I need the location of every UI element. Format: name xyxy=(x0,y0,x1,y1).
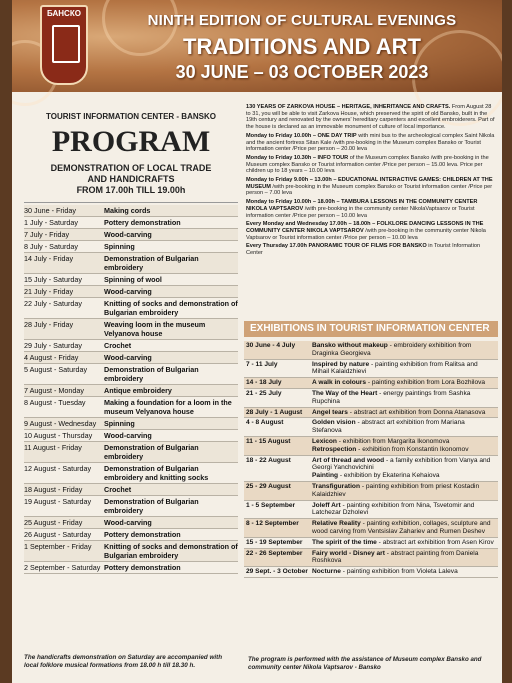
schedule-row xyxy=(24,562,238,574)
exhibition-row xyxy=(244,455,498,481)
poster xyxy=(12,0,502,683)
exhibition-author: - exhibition by Ekaterina Kehaiova xyxy=(338,472,440,480)
schedule-row xyxy=(24,517,238,529)
schedule-row xyxy=(24,352,238,364)
exhibition-name: The Way of the Heart xyxy=(312,389,378,397)
exhibition-row xyxy=(244,519,498,538)
schedule-date: 5 August - Saturday xyxy=(24,364,104,385)
schedule-activity: Pottery demonstration xyxy=(104,529,238,541)
schedule-activity: Wood-carving xyxy=(104,229,238,241)
schedule-date: 9 August - Wednesday xyxy=(24,418,104,430)
info-paragraph: Monday to Friday 9.00h – 13.00h – EDUCATIONAL INTERACTIVE GAMES: CHILDREN AT THE MUSEUM /with pre-booking in the Museum complex Bansko or Tourist information center /Price per person – 7.00 leva xyxy=(246,177,493,197)
exhibition-details xyxy=(310,378,498,389)
exhibition-author: - abstract art exhibition from Donna Atanasova xyxy=(347,408,486,416)
schedule-date: 22 July - Saturday xyxy=(24,298,104,319)
schedule-activity: Demonstration of Bulgarian embroidery xyxy=(104,442,238,463)
exhibition-author: - painting exhibition from Lora Bozhilova xyxy=(365,379,486,387)
exhibitions-heading: EXHIBITIONS IN TOURIST INFORMATION CENTER xyxy=(244,321,498,337)
schedule-date: 28 July - Friday xyxy=(24,319,104,340)
schedule-date: 19 August - Saturday xyxy=(24,496,104,517)
schedule-date: 2 September - Saturday xyxy=(24,562,104,574)
exhibition-author: - energy paintings from Sashka Rupchina xyxy=(312,389,471,405)
exhibition-name: Inspired by nature xyxy=(312,360,370,368)
exhibition-details xyxy=(310,418,498,437)
schedule-date: 1 September - Friday xyxy=(24,541,104,562)
schedule-row xyxy=(24,529,238,541)
exhibition-details xyxy=(310,548,498,567)
exhibition-name: Lexicon xyxy=(312,437,337,445)
exhibitions-note: The program is performed with the assistance of Museum complex Bansko and community center Nikola Vaptsarov - Bansko xyxy=(248,656,482,671)
info-paragraph: 130 YEARS OF ZARKOVA HOUSE – HERITAGE, INHERITANCE AND CRAFTS. From August 28 to 31, you will be able to visit Zarkova House, which preserved the spirit of old Bansko, built in the 19th century and renovated by the owners' hereditary carpenters and excellent embroiderers. Part of the house is declared as an immovable monument of culture of local importance. xyxy=(246,104,495,131)
schedule-row xyxy=(24,430,238,442)
schedule-date: 1 July - Saturday xyxy=(24,217,104,229)
exhibition-name: Fairy world - Disney art xyxy=(312,549,385,557)
exhibition-date: 1 - 5 September xyxy=(244,500,310,519)
schedule-date: 10 August - Thursday xyxy=(24,430,104,442)
info-paragraph: Every Monday and Wednesday 17.00h – 18.00h – FOLKLORE DANCING LESSONS IN THE COMMUNITY CENTER NIKOLA VAPTSAROV /with pre-booking in the community center Nikola Vaptsarov or Tourist information center /Price per person – 10.00 leva xyxy=(246,221,486,241)
schedule-activity: Pottery demonstration xyxy=(104,217,238,229)
schedule-date: 15 July - Saturday xyxy=(24,274,104,286)
exhibition-row xyxy=(244,407,498,418)
schedule-row xyxy=(24,274,238,286)
info-column xyxy=(246,104,496,259)
exhibition-row xyxy=(244,378,498,389)
exhibition-name: Transfiguration xyxy=(312,482,360,490)
schedule-row xyxy=(24,397,238,418)
exhibition-row xyxy=(244,567,498,578)
header-banner xyxy=(12,0,502,92)
exhibition-date: 29 Sept. - 3 October xyxy=(244,567,310,578)
exhibition-details xyxy=(310,436,498,455)
exhibition-row xyxy=(244,481,498,500)
schedule-row xyxy=(24,319,238,340)
exhibition-name: A walk in colours xyxy=(312,379,366,387)
exhibition-author: - painting exhibition from Nina, Tsvetomir and Latchezar Dzholevi xyxy=(312,501,475,517)
schedule-row xyxy=(24,217,238,229)
info-center-name: TOURIST INFORMATION CENTER - BANSKO xyxy=(46,112,216,121)
exhibition-row xyxy=(244,418,498,437)
exhibition-name: Art of thread and wood xyxy=(312,456,385,464)
exhibition-author: - exhibition from Konstantin Ikonomov xyxy=(356,445,469,453)
exhibition-name: Nocturne xyxy=(312,568,341,576)
exhibition-date: 21 - 25 July xyxy=(244,388,310,407)
program-column xyxy=(24,102,238,574)
schedule-date: 7 July - Friday xyxy=(24,229,104,241)
exhibition-author: - embroidery exhibition from Draginka Georgieva xyxy=(312,342,472,357)
schedule-row xyxy=(24,286,238,298)
schedule-activity: Pottery demonstration xyxy=(104,562,238,574)
crest-name: БАНСКО xyxy=(47,9,81,18)
exhibition-date: 15 - 19 September xyxy=(244,537,310,548)
exhibition-date: 7 - 11 July xyxy=(244,359,310,378)
schedule-date: 14 July - Friday xyxy=(24,253,104,274)
schedule-date: 26 August - Saturday xyxy=(24,529,104,541)
exhibition-date: 22 - 26 September xyxy=(244,548,310,567)
schedule-activity: Spinning of wool xyxy=(104,274,238,286)
exhibition-date: 28 July - 1 August xyxy=(244,407,310,418)
schedule-activity: Demonstration of Bulgarian embroidery xyxy=(104,496,238,517)
schedule-date: 8 July - Saturday xyxy=(24,241,104,253)
exhibition-details xyxy=(310,519,498,538)
schedule-row xyxy=(24,418,238,430)
schedule-activity: Crochet xyxy=(104,484,238,496)
schedule-activity: Antique embroidery xyxy=(104,385,238,397)
schedule-date: 11 August - Friday xyxy=(24,442,104,463)
info-paragraph: Monday to Friday 10.00h – ONE DAY TRIP with mini bus to the archeological complex Saint Nikola and the ancient fortress Sitan Kale /with pre-booking in the Museum complex Bansko or Tourist information center /Price per person – 20.00 leva xyxy=(246,132,495,153)
schedule-row xyxy=(24,298,238,319)
exhibition-details xyxy=(310,359,498,378)
schedule-activity: Spinning xyxy=(104,241,238,253)
schedule-activity: Knitting of socks and demonstration of Bulgarian embroidery xyxy=(104,542,238,560)
exhibition-author: - abstract art exhibition from Mariana Stefanova xyxy=(312,419,465,435)
program-schedule xyxy=(24,205,238,574)
schedule-row xyxy=(24,253,238,274)
exhibition-details xyxy=(310,341,498,359)
event-title: TRADITIONS AND ART xyxy=(183,34,421,59)
exhibition-details xyxy=(310,407,498,418)
exhibition-date: 30 June - 4 July xyxy=(244,341,310,359)
schedule-activity: Knitting of socks and demonstration of Bulgarian embroidery xyxy=(104,299,238,317)
exhibition-details xyxy=(310,500,498,519)
schedule-activity: Making a foundation for a loom in the museum Velyanova house xyxy=(104,397,238,418)
schedule-date: 12 August - Saturday xyxy=(24,463,104,484)
event-dates: 30 JUNE – 03 OCTOBER 2023 xyxy=(175,62,429,82)
exhibition-row xyxy=(244,537,498,548)
schedule-activity: Weaving loom in the museum Velyanova house xyxy=(104,319,238,340)
schedule-activity: Wood-carving xyxy=(104,352,238,364)
exhibition-details xyxy=(310,481,498,500)
exhibition-details xyxy=(310,567,498,578)
exhibition-row xyxy=(244,341,498,359)
schedule-date: 25 August - Friday xyxy=(24,517,104,529)
exhibition-name: Painting xyxy=(312,472,339,480)
exhibition-row xyxy=(244,388,498,407)
schedule-date: 21 July - Friday xyxy=(24,286,104,298)
exhibition-author: - exhibition from Margarita Ikonomova xyxy=(336,437,450,445)
exhibition-details xyxy=(310,388,498,407)
exhibition-row xyxy=(244,548,498,567)
schedule-date: 29 July - Saturday xyxy=(24,340,104,352)
schedule-activity: Spinning xyxy=(104,418,238,430)
exhibition-author: - abstract painting from Daniela Roshkova xyxy=(312,549,479,565)
exhibition-date: 11 - 15 August xyxy=(244,436,310,455)
schedule-activity: Wood-carving xyxy=(104,286,238,298)
schedule-date: 18 August - Friday xyxy=(24,484,104,496)
exhibition-author: - painting exhibition from Violeta Laleva xyxy=(340,568,458,576)
schedule-activity: Demonstration of Bulgarian embroidery and knitting socks xyxy=(104,463,238,484)
schedule-row xyxy=(24,241,238,253)
schedule-activity: Wood-carving xyxy=(104,517,238,529)
program-heading: PROGRAM xyxy=(51,125,211,158)
exhibition-name: Joleff Art xyxy=(312,501,341,509)
schedule-activity: Demonstration of Bulgarian embroidery xyxy=(104,364,238,385)
schedule-row xyxy=(24,496,238,517)
demo-subtitle: DEMONSTRATION OF LOCAL TRADE AND HANDICRAFTS FROM 17.00h TILL 19.00h xyxy=(50,163,212,195)
schedule-row xyxy=(24,340,238,352)
exhibition-name: Angel tears xyxy=(312,408,348,416)
exhibition-author: - painting exhibition, collages, sculpture and wood carving from Ventsislav Zahariev and Rumen Deshev xyxy=(312,520,491,535)
bansko-crest-icon xyxy=(40,5,88,85)
exhibition-row xyxy=(244,436,498,455)
exhibition-row xyxy=(244,500,498,519)
schedule-date: 7 August - Monday xyxy=(24,385,104,397)
exhibition-name: Golden vision xyxy=(312,419,356,427)
exhibition-date: 8 - 12 September xyxy=(244,519,310,538)
schedule-row xyxy=(24,364,238,385)
exhibition-details xyxy=(310,537,498,548)
schedule-row xyxy=(24,229,238,241)
schedule-date: 30 June - Friday xyxy=(24,205,104,217)
exhibition-name: The spirit of the time xyxy=(312,538,377,546)
exhibition-author: - painting exhibition from priest Kostadin Kalaidzhiev xyxy=(312,482,480,498)
exhibitions-table xyxy=(244,341,498,578)
exhibition-date: 4 - 8 August xyxy=(244,418,310,437)
event-edition: NINTH EDITION OF CULTURAL EVENINGS xyxy=(147,12,457,29)
exhibition-date: 18 - 22 August xyxy=(244,455,310,481)
schedule-row xyxy=(24,484,238,496)
exhibition-author: - painting exhibition from Ralitsa and Mihail Kalaidzhievi xyxy=(312,360,478,376)
exhibition-name: Relative Reality xyxy=(312,520,361,528)
exhibition-date: 25 - 29 August xyxy=(244,481,310,500)
schedule-activity: Demonstration of Bulgarian embroidery xyxy=(104,253,238,274)
info-paragraph: Every Thursday 17.00h PANORAMIC TOUR OF FILMS FOR BANSKO in Tourist Information Center xyxy=(246,243,481,257)
info-paragraph: Monday to Friday 10.30h – INFO TOUR of the Museum complex Bansko /with pre-booking in the Museum complex Bansko or Tourist information center /Price per person – 15.00 leva. Price per children up to 18 years – 10.00 leva xyxy=(246,154,489,175)
schedule-row xyxy=(24,442,238,463)
schedule-activity: Crochet xyxy=(104,340,238,352)
schedule-date: 4 August - Friday xyxy=(24,352,104,364)
info-paragraph: Monday to Friday 10.00h – 18.00h – TAMBURA LESSONS IN THE COMMUNITY CENTER NIKOLA VAPTSAROV /with pre-booking in the community center NikolaVaptsarov or Tourist information center /Price per person – 10.00 leva xyxy=(246,199,478,219)
schedule-row xyxy=(24,205,238,217)
schedule-activity: Wood-carving xyxy=(104,430,238,442)
exhibition-name: Retrospection xyxy=(312,445,357,453)
schedule-activity: Making cords xyxy=(104,205,238,217)
schedule-date: 8 August - Tuesday xyxy=(24,397,104,418)
schedule-row xyxy=(24,541,238,562)
exhibition-author: - a family exhibition from Vanya and Georgi Yanchovichini xyxy=(312,456,491,472)
schedule-row xyxy=(24,463,238,484)
exhibition-date: 14 - 18 July xyxy=(244,378,310,389)
exhibition-row xyxy=(244,359,498,378)
program-note: The handicrafts demonstration on Saturday are accompanied with local folklore musical formations from 18.00 h till 18.30 h. xyxy=(24,654,223,669)
exhibition-author: - abstract art exhibition from Asen Kirov xyxy=(376,538,494,546)
schedule-row xyxy=(24,385,238,397)
exhibition-details xyxy=(310,455,498,481)
exhibition-name: Bansko without makeup xyxy=(312,342,388,349)
